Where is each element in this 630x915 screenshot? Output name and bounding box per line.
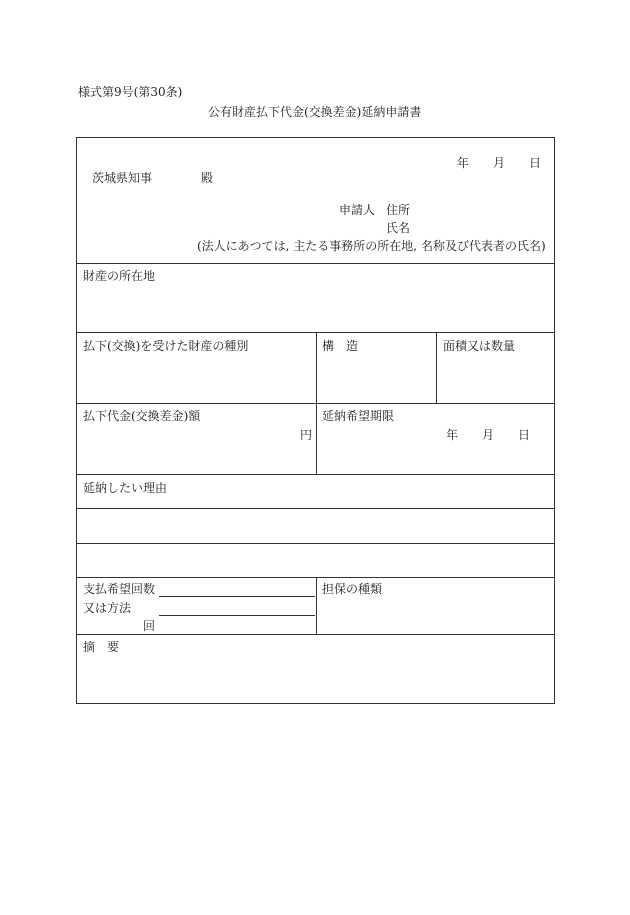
property-type-label: 払下(交換)を受けた財産の種別 xyxy=(83,339,249,353)
name-label: 氏名 xyxy=(386,221,411,235)
corporate-note: (法人にあつては, 主たる事務所の所在地, 名称及び代表者の氏名) xyxy=(197,239,546,253)
yen-unit: 円 xyxy=(300,428,313,442)
date-month: 月 xyxy=(493,156,506,170)
installments-underline xyxy=(159,596,315,597)
reason-label: 延納したい理由 xyxy=(83,481,168,495)
rule-reason-2 xyxy=(76,543,555,544)
deadline-year: 年 xyxy=(446,428,459,442)
recipient: 茨城県知事 xyxy=(92,171,153,185)
deadline-label: 延納希望期限 xyxy=(322,409,395,423)
or-method-label: 又は方法 xyxy=(83,601,132,615)
structure-label: 構 造 xyxy=(322,339,359,353)
times-unit: 回 xyxy=(143,619,156,633)
deadline-day: 日 xyxy=(518,428,531,442)
date-year: 年 xyxy=(457,156,470,170)
method-underline xyxy=(159,615,315,616)
rule-reason-1 xyxy=(76,508,555,509)
form-title: 公有財産払下代金(交換差金)延納申請書 xyxy=(208,105,422,119)
divider-deadline xyxy=(316,403,317,475)
applicant-label: 申請人 xyxy=(339,203,376,217)
remarks-label: 摘 要 xyxy=(83,640,120,654)
divider-structure xyxy=(316,332,317,404)
date-day: 日 xyxy=(529,156,542,170)
divider-area xyxy=(436,332,437,404)
deadline-month: 月 xyxy=(482,428,495,442)
form-number: 様式第9号(第30条) xyxy=(78,85,183,99)
collateral-label: 担保の種類 xyxy=(322,582,383,596)
address-label: 住所 xyxy=(386,203,411,217)
rule-after-addressee xyxy=(76,263,555,264)
divider-collateral xyxy=(316,577,317,635)
amount-label: 払下代金(交換差金)額 xyxy=(83,409,201,423)
area-quantity-label: 面積又は数量 xyxy=(443,339,516,353)
honorific: 殿 xyxy=(201,171,214,185)
property-location-label: 財産の所在地 xyxy=(83,269,156,283)
installments-label: 支払希望回数 xyxy=(83,582,156,596)
